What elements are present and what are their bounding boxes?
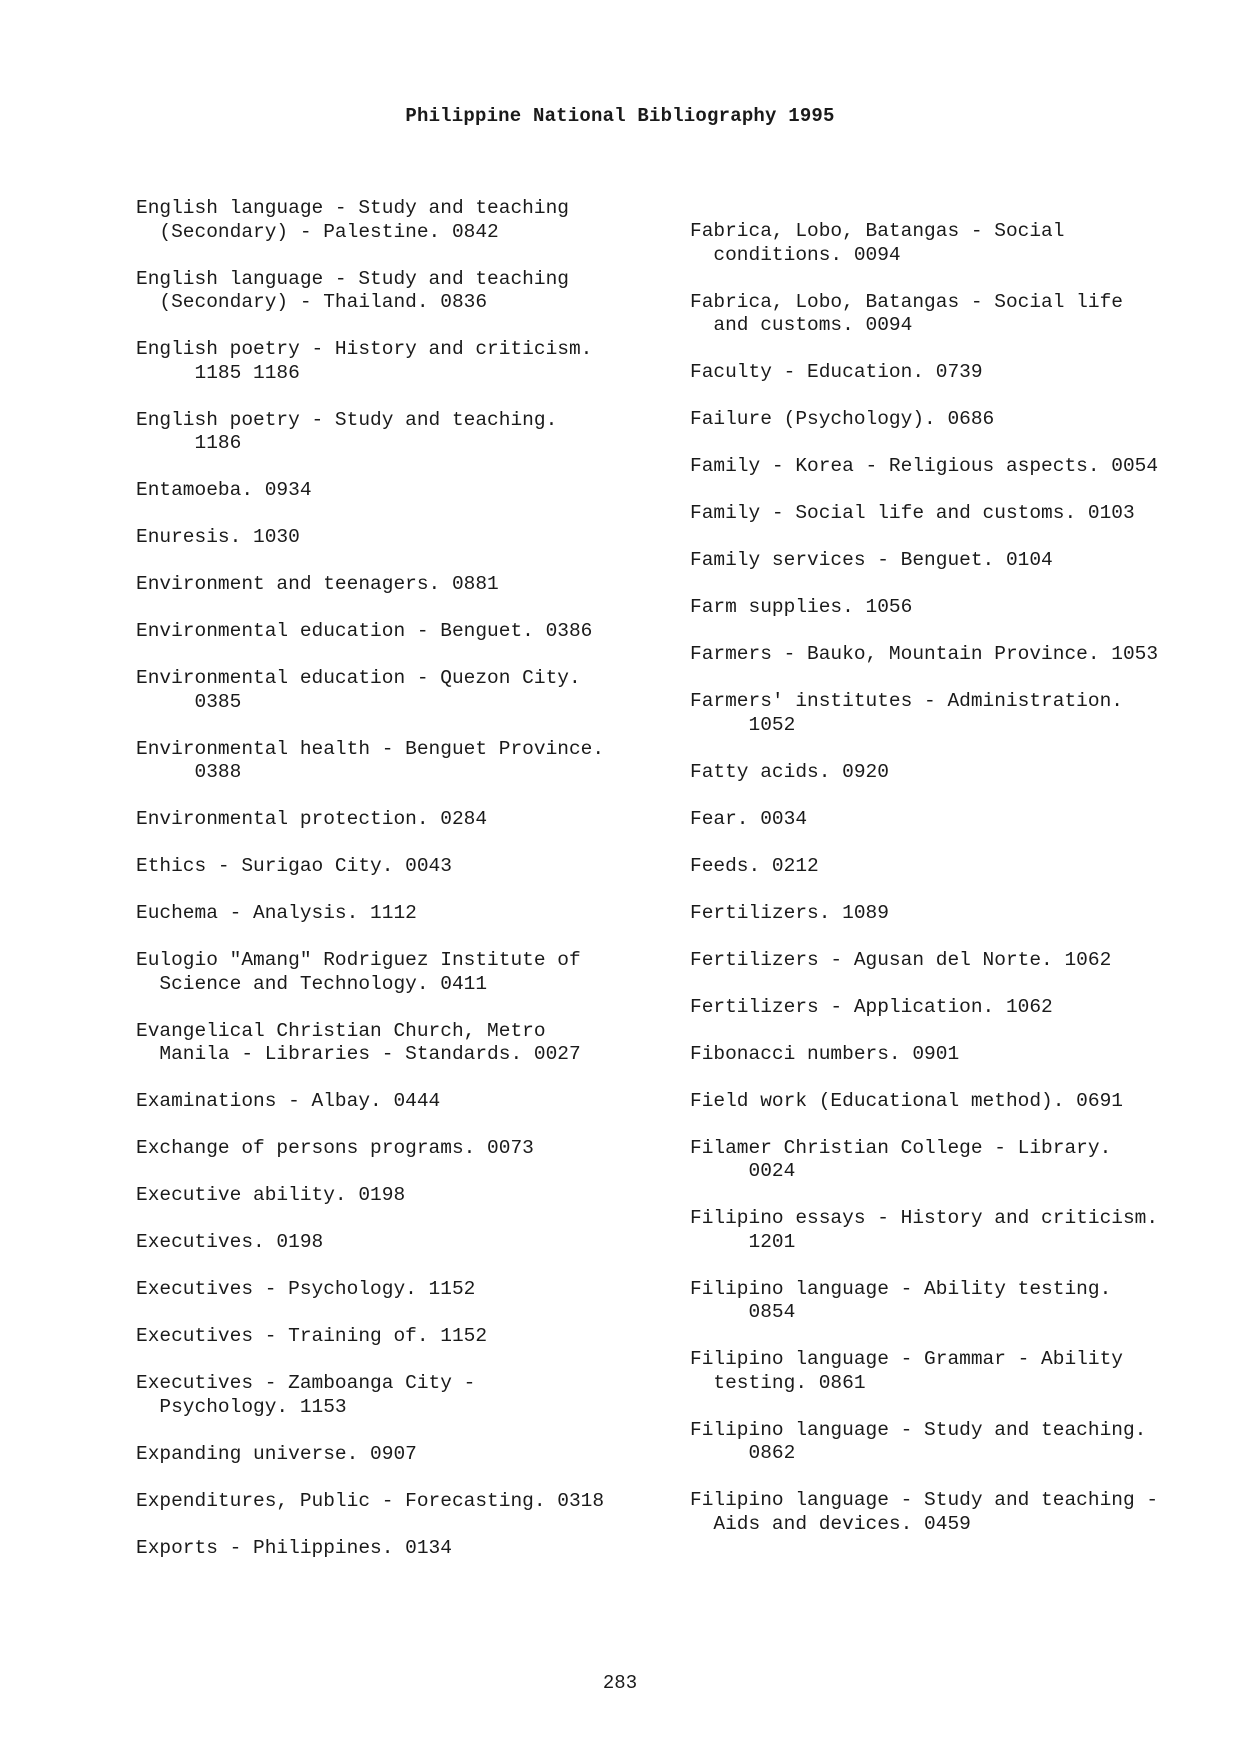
index-entry [690, 1207, 1240, 1254]
index-entry [136, 1090, 696, 1114]
index-entry [690, 996, 1240, 1020]
index-entry [690, 502, 1240, 526]
index-entry-line: 0862 [690, 1442, 796, 1464]
index-entry [136, 268, 696, 315]
index-entry [136, 808, 696, 832]
index-entry [690, 1419, 1240, 1466]
index-entry-line: Filipino essays - History and criticism. [690, 1207, 1159, 1229]
index-entry-line: (Secondary) - Palestine. 0842 [136, 220, 499, 243]
index-entry [690, 361, 1240, 385]
index-entry [136, 902, 696, 926]
index-entry-line: Environmental protection. 0284 [136, 808, 488, 830]
index-entry-line: Family - Korea - Religious aspects. 0054 [690, 455, 1159, 477]
index-entry [136, 338, 696, 385]
index-entry-line: (Secondary) - Thailand. 0836 [136, 291, 488, 313]
index-entry [690, 291, 1240, 338]
index-entry-line: Family - Social life and customs. 0103 [690, 502, 1135, 524]
index-entry-line: English poetry - History and criticism. [136, 338, 593, 360]
index-entry [690, 1137, 1240, 1184]
index-entry-line: Fabrica, Lobo, Batangas - Social [690, 220, 1065, 242]
index-entry-line: Exports - Philippines. 0134 [136, 1536, 452, 1559]
index-entry [136, 1278, 696, 1302]
index-entry-line: 0388 [136, 761, 242, 783]
index-entry-line: 1201 [690, 1230, 796, 1253]
index-entry-line: Environmental education - Benguet. 0386 [136, 620, 593, 642]
index-entry-line: Executives - Zamboanga City - [136, 1372, 476, 1394]
index-entry [690, 596, 1240, 620]
page-number: 283 [602, 1672, 638, 1694]
index-entry [690, 949, 1240, 973]
index-entry [690, 761, 1240, 785]
right-index-column [690, 220, 1240, 1560]
index-entry-line: and customs. 0094 [690, 314, 913, 336]
index-entry [690, 455, 1240, 479]
index-entry-line: Filipino language - Grammar - Ability [690, 1348, 1123, 1370]
index-entry-line: Executives. 0198 [136, 1231, 324, 1253]
index-entry [690, 1090, 1240, 1114]
index-entry-line: 1052 [690, 713, 796, 736]
index-entry-line: Environmental health - Benguet Province. [136, 737, 605, 760]
index-entry-line: Failure (Psychology). 0686 [690, 408, 995, 430]
index-entry-line: Environment and teenagers. 0881 [136, 573, 499, 595]
index-entry [690, 1348, 1240, 1395]
index-entry-line: Filamer Christian College - Library. [690, 1136, 1112, 1159]
index-entry-line: English poetry - Study and teaching. [136, 408, 558, 431]
index-entry-line: Entamoeba. 0934 [136, 479, 312, 501]
index-entry-line: Faculty - Education. 0739 [690, 361, 983, 383]
index-entry-line: Filipino language - Study and teaching. [690, 1418, 1147, 1441]
index-entry-line: 0385 [136, 690, 242, 713]
index-entry-line: Fertilizers - Application. 1062 [690, 995, 1053, 1018]
index-entry [690, 549, 1240, 573]
index-entry-line: Environmental education - Quezon City. [136, 667, 581, 689]
index-entry-line: Expanding universe. 0907 [136, 1442, 417, 1465]
index-entry [136, 949, 696, 996]
index-entry [136, 1372, 696, 1419]
index-entry-line: Examinations - Albay. 0444 [136, 1090, 441, 1112]
index-entry-line: 0024 [690, 1160, 796, 1182]
index-entry-line: Evangelical Christian Church, Metro [136, 1019, 546, 1042]
index-entry-line: Filipino language - Study and teaching - [690, 1489, 1159, 1511]
index-entry [690, 220, 1240, 267]
index-entry [136, 1020, 696, 1067]
index-entry-line: Filipino language - Ability testing. [690, 1277, 1112, 1300]
index-entry [690, 1489, 1240, 1536]
index-entry [136, 526, 696, 550]
index-entry [136, 1443, 696, 1467]
index-entry-line: Fabrica, Lobo, Batangas - Social life [690, 290, 1123, 313]
index-entry [690, 855, 1240, 879]
index-entry [690, 1043, 1240, 1067]
index-entry-line: Fatty acids. 0920 [690, 760, 889, 783]
index-entry [690, 408, 1240, 432]
index-entry [690, 1278, 1240, 1325]
index-entry-line: Farmers - Bauko, Mountain Province. 1053 [690, 643, 1159, 665]
index-entry-line: Family services - Benguet. 0104 [690, 549, 1053, 571]
index-entry [136, 573, 696, 597]
index-entry [690, 643, 1240, 667]
index-entry-line: Executives - Training of. 1152 [136, 1325, 488, 1347]
index-entry [136, 1137, 696, 1161]
index-entry [690, 902, 1240, 926]
index-entry [136, 1184, 696, 1208]
index-entry-line: Psychology. 1153 [136, 1395, 347, 1418]
index-entry [136, 855, 696, 879]
left-index-column [136, 197, 696, 1584]
index-entry-line: Feeds. 0212 [690, 854, 819, 877]
index-entry-line: Executive ability. 0198 [136, 1184, 406, 1206]
index-entry-line: Fibonacci numbers. 0901 [690, 1042, 960, 1065]
index-entry [690, 808, 1240, 832]
index-entry-line: 0854 [690, 1301, 796, 1323]
index-entry [136, 1537, 696, 1561]
index-entry-line: Enuresis. 1030 [136, 526, 300, 548]
index-entry-line: Fertilizers - Agusan del Norte. 1062 [690, 948, 1112, 971]
index-entry-line: Farm supplies. 1056 [690, 596, 913, 618]
index-entry [136, 197, 696, 244]
index-entry [136, 1490, 696, 1514]
index-entry-line: Expenditures, Public - Forecasting. 0318 [136, 1489, 605, 1512]
index-entry-line: Ethics - Surigao City. 0043 [136, 855, 452, 877]
index-entry-line: 1186 [136, 432, 242, 454]
index-entry [136, 1231, 696, 1255]
index-entry [136, 738, 696, 785]
index-entry [136, 620, 696, 644]
index-entry [136, 1325, 696, 1349]
index-entry-line: Fear. 0034 [690, 807, 808, 830]
index-entry-line: conditions. 0094 [690, 243, 901, 266]
index-entry-line: Manila - Libraries - Standards. 0027 [136, 1043, 581, 1065]
index-entry-line: testing. 0861 [690, 1371, 866, 1394]
index-entry [136, 479, 696, 503]
index-entry-line: Science and Technology. 0411 [136, 972, 488, 995]
index-entry-line: Fertilizers. 1089 [690, 901, 889, 924]
index-entry-line: Exchange of persons programs. 0073 [136, 1137, 534, 1159]
index-entry-line: Farmers' institutes - Administration. [690, 690, 1123, 712]
index-entry-line: Executives - Psychology. 1152 [136, 1278, 476, 1300]
index-entry-line: Aids and devices. 0459 [690, 1512, 971, 1535]
page-title: Philippine National Bibliography 1995 [405, 105, 835, 127]
index-entry-line: Eulogio "Amang" Rodriguez Institute of [136, 949, 581, 971]
index-entry-line: 1185 1186 [136, 361, 300, 384]
index-entry-line: Field work (Educational method). 0691 [690, 1089, 1123, 1112]
index-entry-line: Euchema - Analysis. 1112 [136, 902, 417, 924]
index-entry [136, 409, 696, 456]
index-entry-line: English language - Study and teaching [136, 197, 569, 219]
index-entry [690, 690, 1240, 737]
index-entry [136, 667, 696, 714]
index-entry-line: English language - Study and teaching [136, 267, 569, 290]
